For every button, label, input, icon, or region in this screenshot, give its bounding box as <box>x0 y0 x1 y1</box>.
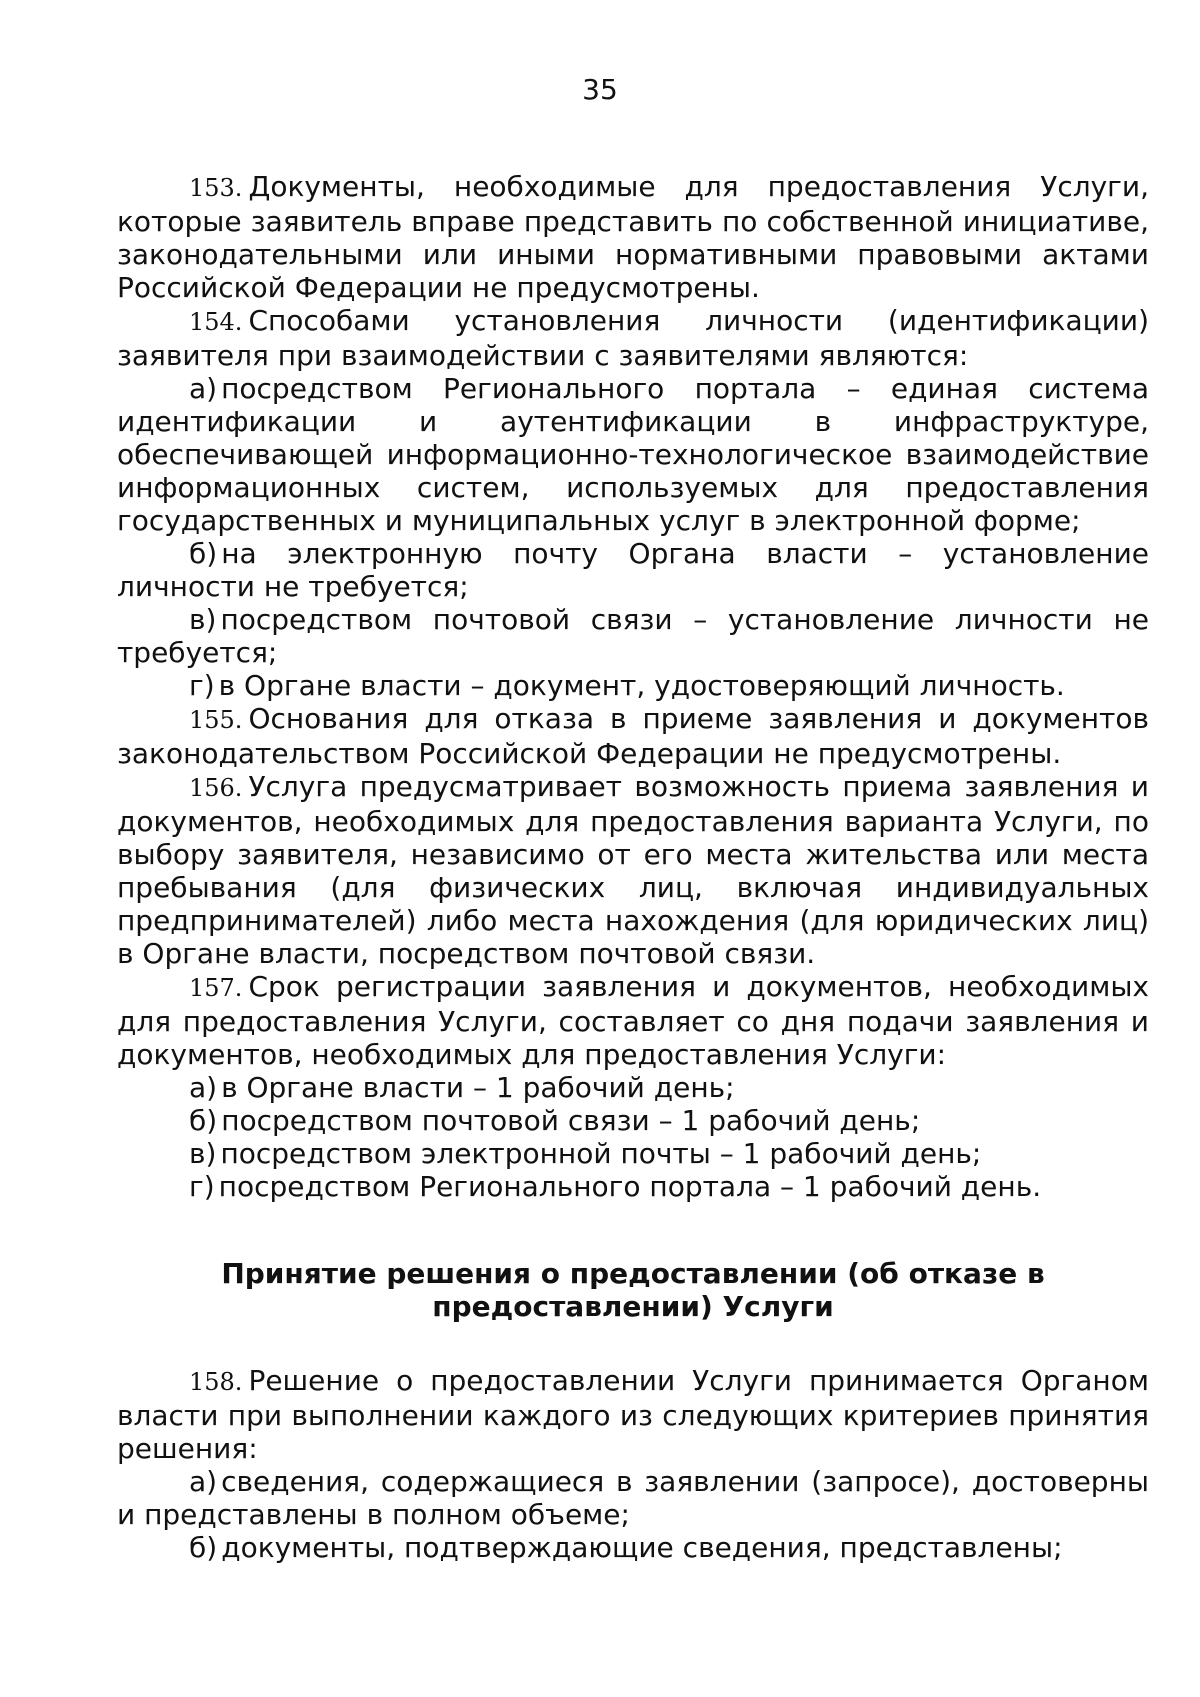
paragraph-number: 158. <box>189 1368 243 1396</box>
paragraph-number: 153. <box>189 174 243 202</box>
page-number: 35 <box>582 73 618 106</box>
list-item-text: посредством электронной почты – 1 рабочий день; <box>220 1137 982 1170</box>
list-item-text: посредством Регионального портала – единая система идентификации и аутентификации в инфраструктуре, обеспечивающей информационно-технологическое взаимодействие информационных систем, используемых для предоставления государственных и муниципальных услуг в электронной форме; <box>117 372 1149 537</box>
list-item-text: документы, подтверждающие сведения, представлены; <box>221 1531 1063 1564</box>
section-heading: Принятие решения о предоставлении (об отказе в предоставлении) Услуги <box>221 1257 1045 1323</box>
paragraph-153 <box>117 170 1149 304</box>
list-marker: г) <box>189 669 215 702</box>
list-item-154v <box>117 603 1149 669</box>
paragraph-157 <box>117 970 1149 1071</box>
paragraph-154 <box>117 304 1149 372</box>
list-item-157a <box>117 1071 1149 1104</box>
list-item-157g <box>117 1170 1149 1203</box>
list-item-text: на электронную почту Органа власти – установление личности не требуется; <box>117 537 1149 603</box>
list-item-text: в Органе власти – 1 рабочий день; <box>221 1071 735 1104</box>
document-body <box>117 170 1149 1564</box>
list-item-text: посредством почтовой связи – установление личности не требуется; <box>117 603 1149 669</box>
list-item-text: посредством Регионального портала – 1 рабочий день. <box>218 1170 1042 1203</box>
list-item-158a <box>117 1465 1149 1531</box>
list-item-157v <box>117 1137 1149 1170</box>
list-item-154b <box>117 537 1149 603</box>
paragraph-number: 154. <box>189 308 243 336</box>
paragraph-number: 155. <box>189 706 243 734</box>
paragraph-number: 157. <box>189 974 243 1002</box>
paragraph-text: Способами установления личности (идентификации) заявителя при взаимодействии с заявителями являются: <box>117 304 1149 372</box>
paragraph-number: 156. <box>189 774 243 802</box>
list-item-text: в Органе власти – документ, удостоверяющий личность. <box>218 669 1065 702</box>
paragraph-text: Документы, необходимые для предоставления Услуги, которые заявитель вправе представить по собственной инициативе, законодательными или иными нормативными правовыми актами Российской Федерации не предусмотрены. <box>117 170 1149 304</box>
paragraph-text: Решение о предоставлении Услуги принимается Органом власти при выполнении каждого из следующих критериев принятия решения: <box>117 1364 1149 1465</box>
list-marker: а) <box>189 1465 218 1498</box>
list-item-157b <box>117 1104 1149 1137</box>
list-item-158b <box>117 1531 1149 1564</box>
list-marker: б) <box>189 537 218 570</box>
list-marker: б) <box>189 1531 218 1564</box>
paragraph-text: Срок регистрации заявления и документов, необходимых для предоставления Услуги, составляет со дня подачи заявления и документов, необходимых для предоставления Услуги: <box>117 970 1149 1071</box>
list-marker: г) <box>189 1170 215 1203</box>
list-item-text: посредством почтовой связи – 1 рабочий день; <box>221 1104 921 1137</box>
paragraph-158 <box>117 1364 1149 1465</box>
list-item-154a <box>117 372 1149 537</box>
list-marker: а) <box>189 372 218 405</box>
paragraph-155 <box>117 702 1149 770</box>
paragraph-text: Основания для отказа в приеме заявления и документов законодательством Российской Федерации не предусмотрены. <box>117 702 1149 770</box>
list-item-text: сведения, содержащиеся в заявлении (запросе), достоверны и представлены в полном объеме; <box>117 1465 1149 1531</box>
list-item-154g <box>117 669 1149 702</box>
list-marker: б) <box>189 1104 218 1137</box>
paragraph-156 <box>117 770 1149 970</box>
list-marker: в) <box>189 1137 217 1170</box>
list-marker: а) <box>189 1071 218 1104</box>
paragraph-text: Услуга предусматривает возможность приема заявления и документов, необходимых для предоставления варианта Услуги, по выбору заявителя, независимо от его места жительства или места пребывания (для физических лиц, включая индивидуальных предпринимателей) либо места нахождения (для юридических лиц) в Органе власти, посредством почтовой связи. <box>117 770 1149 970</box>
list-marker: в) <box>189 603 217 636</box>
